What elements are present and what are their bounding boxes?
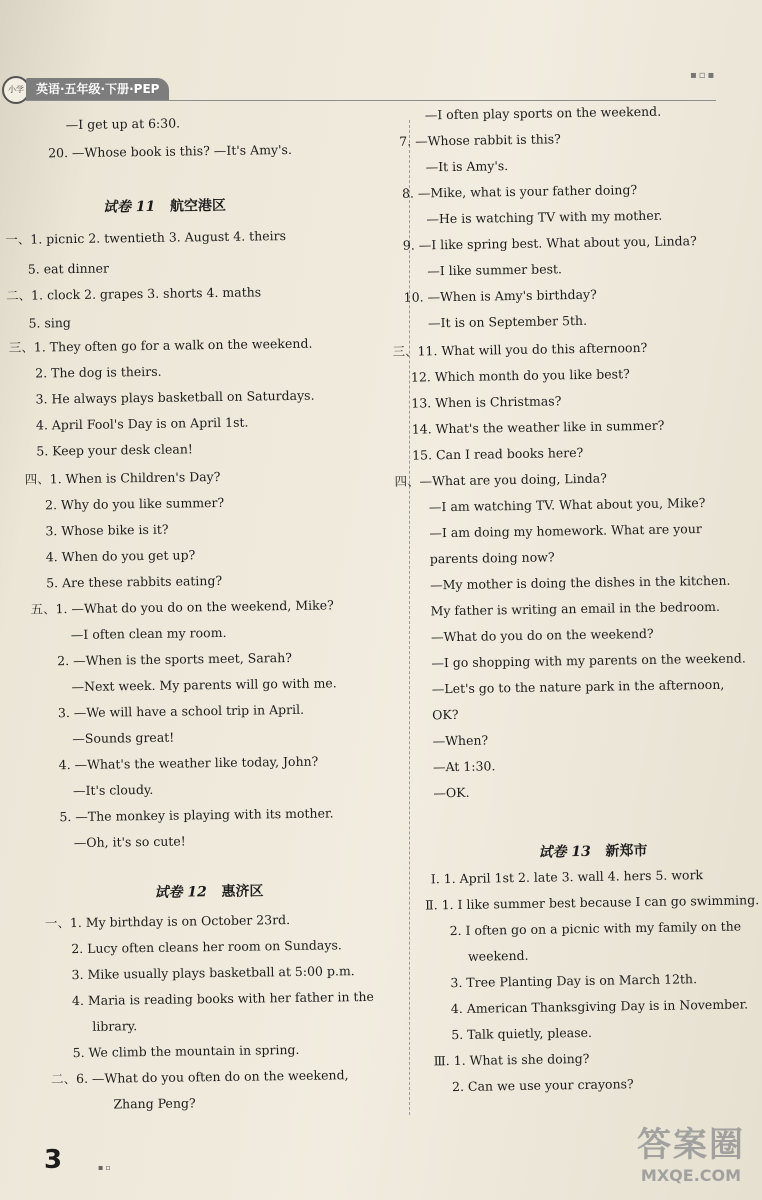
answer-line: —I get up at 6:30.	[65, 115, 181, 133]
page-header	[0, 72, 762, 106]
answer-line: 20. —Whose book is this? —It's Amy's.	[48, 141, 292, 161]
header-rule	[26, 100, 716, 101]
answer-line: 4. Maria is reading books with her father in the	[71, 988, 374, 1009]
answer-line: Ⅲ. 1. What is she doing?	[433, 1050, 590, 1069]
answer-line: 12. Which month do you like best?	[410, 366, 630, 385]
answer-line: —I like summer best.	[427, 261, 563, 279]
section-place: 航空港区	[169, 197, 226, 215]
answer-line: 三、1. They often go for a walk on the weekend.	[8, 335, 313, 355]
answer-line: parents doing now?	[429, 549, 555, 567]
answer-line: 五、1. —What do you do on the weekend, Mike?	[30, 597, 334, 617]
header-decoration: ▪▫▪	[690, 70, 717, 81]
answer-line: —OK.	[433, 784, 470, 801]
footer-decoration: ▪▫	[98, 1163, 113, 1172]
answer-line: 3. Mike usually plays basketball at 5:00 p.m.	[71, 963, 355, 983]
watermark	[622, 1125, 760, 1197]
answer-line: 5. We climb the mountain in spring.	[72, 1041, 300, 1061]
answer-line: 10. —When is Amy's birthday?	[403, 286, 597, 305]
answer-line: library.	[92, 1018, 138, 1034]
section-label: 试卷 13	[538, 843, 591, 861]
answer-line: —It is on September 5th.	[427, 312, 588, 331]
watermark-text: 答案圈	[637, 1125, 745, 1165]
answer-line: —I often clean my room.	[70, 624, 227, 643]
answer-line: 5. sing	[28, 315, 71, 331]
watermark-url: MXQE.COM	[640, 1166, 742, 1185]
answer-line: —I go shopping with my parents on the weekend.	[431, 650, 746, 671]
answer-line: —My mother is doing the dishes in the kitchen.	[430, 572, 731, 593]
answer-line: 2. I often go on a picnic with my family on the	[449, 918, 742, 939]
book-logo: 小学	[2, 76, 30, 104]
answer-line: 5. Are these rabbits eating?	[46, 572, 223, 591]
answer-line: OK?	[432, 706, 459, 723]
answer-line: Zhang Peng?	[113, 1095, 196, 1112]
page-number: 3	[44, 1145, 63, 1175]
answer-line: 2. —When is the sports meet, Sarah?	[57, 649, 293, 669]
answer-line: 7. —Whose rabbit is this?	[399, 131, 561, 149]
answer-line: 3. Whose bike is it?	[45, 521, 169, 539]
answer-line: 5. —The monkey is playing with its mother.	[59, 805, 334, 825]
answer-line: 4. When do you get up?	[45, 547, 196, 565]
answer-line: —It's cloudy.	[72, 781, 154, 799]
answer-line: 8. —Mike, what is your father doing?	[401, 182, 638, 201]
answer-line: 4. American Thanksgiving Day is in November.	[450, 996, 749, 1017]
section-label: 试卷 11	[102, 198, 156, 216]
answer-line: 4. —What's the weather like today, John?	[58, 753, 319, 773]
answer-line: 一、1. picnic 2. twentieth 3. August 4. theirs	[5, 228, 287, 247]
answer-line: —When?	[432, 732, 489, 749]
answer-line: 2. Lucy often cleans her room on Sundays.	[71, 937, 342, 957]
answer-line: —It is Amy's.	[425, 158, 509, 175]
answer-line: weekend.	[467, 947, 529, 964]
answer-line: —I often play sports on the weekend.	[424, 103, 662, 123]
answer-line: 3. —We will have a school trip in April.	[57, 701, 305, 721]
answer-line: 四、—What are you doing, Linda?	[394, 470, 607, 489]
answer-line: 二、1. clock 2. grapes 3. shorts 4. maths	[6, 284, 262, 303]
answer-line: —Next week. My parents will go with me.	[71, 675, 337, 695]
answer-line: 5. Keep your desk clean!	[36, 441, 193, 459]
answer-line: 9. —I like spring best. What about you, Linda?	[402, 233, 697, 253]
answer-line: 一、1. My birthday is on October 23rd.	[44, 912, 291, 931]
answer-line: 四、1. When is Children's Day?	[24, 468, 221, 487]
answer-line: 2. Can we use your crayons?	[451, 1076, 634, 1095]
answer-line: —I am doing my homework. What are your	[429, 521, 702, 541]
section-label: 试卷 12	[154, 884, 207, 901]
answer-line: Ⅱ. 1. I like summer best because I can go swimming.	[425, 892, 760, 913]
answer-line: 5. Talk quietly, please.	[451, 1024, 593, 1043]
answer-line: —What do you do on the weekend?	[430, 625, 654, 645]
answer-line: My father is writing an email in the bedroom.	[430, 598, 720, 619]
section-title	[103, 197, 226, 217]
answer-line: 2. Why do you like summer?	[44, 494, 225, 513]
answer-line: —I am watching TV. What about you, Mike?	[428, 495, 706, 515]
answer-line: 15. Can I read books here?	[412, 444, 584, 463]
answer-line: 5. eat dinner	[27, 260, 110, 277]
answer-line: 三、11. What will you do this afternoon?	[392, 339, 648, 359]
book-title: 英语·五年级·下册·PEP	[26, 78, 169, 100]
answer-line: —He is watching TV with my mother.	[426, 207, 663, 227]
column-divider	[409, 120, 410, 1115]
section-place: 惠济区	[221, 883, 264, 900]
section-title	[154, 882, 263, 902]
answer-line: 2. The dog is theirs.	[35, 363, 162, 381]
answer-line: —At 1:30.	[432, 758, 496, 775]
answer-line: 4. April Fool's Day is on April 1st.	[35, 414, 249, 433]
section-title	[538, 842, 647, 862]
answer-line: 13. When is Christmas?	[411, 393, 562, 411]
answer-line: Ⅰ. 1. April 1st 2. late 3. wall 4. hers 5. work	[430, 867, 704, 887]
answer-line: 二、6. —What do you often do on the weekend,	[50, 1067, 349, 1087]
answer-line: 3. Tree Planting Day is on March 12th.	[450, 971, 698, 991]
answer-line: —Let's go to the nature park in the afternoon,	[431, 676, 725, 697]
answer-line: 3. He always plays basketball on Saturdays.	[35, 387, 315, 407]
answer-line: —Sounds great!	[72, 729, 175, 747]
answer-line: —Oh, it's so cute!	[73, 833, 186, 851]
section-place: 新郑市	[605, 842, 648, 860]
answer-line: 14. What's the weather like in summer?	[411, 417, 665, 437]
